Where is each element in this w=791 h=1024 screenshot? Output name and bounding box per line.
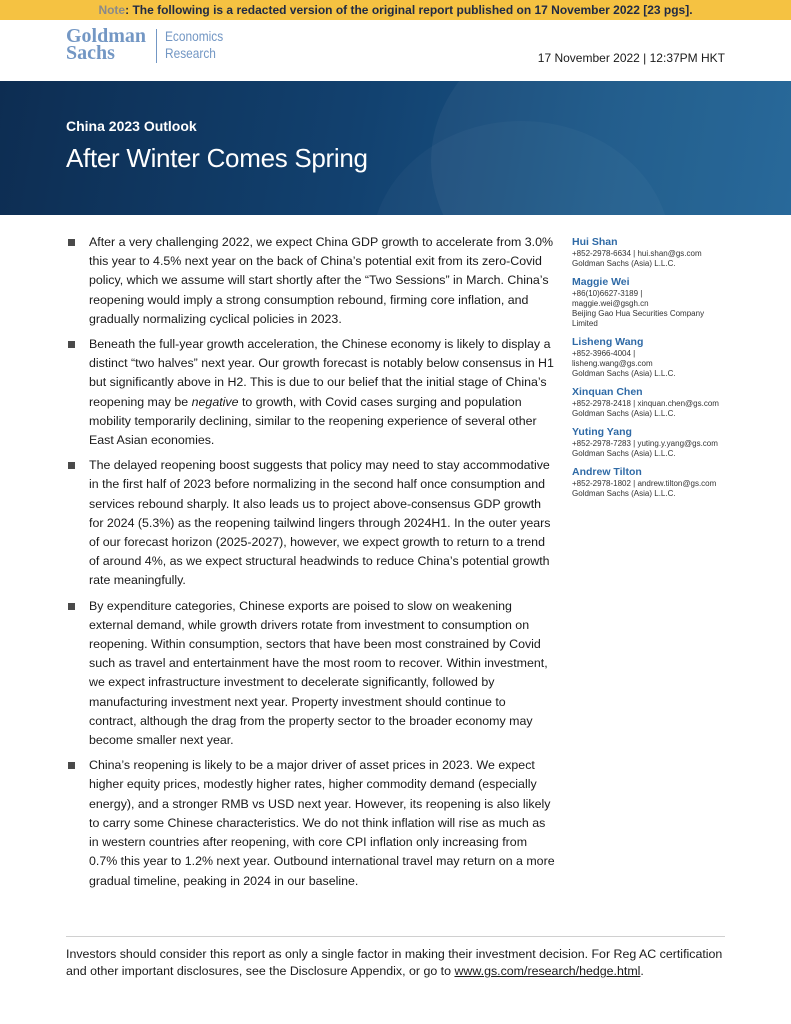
author-name[interactable]: Xinquan Chen bbox=[572, 386, 643, 398]
bullet-square-icon bbox=[68, 239, 75, 246]
author-firm: Goldman Sachs (Asia) L.L.C. bbox=[572, 369, 676, 378]
report-series: China 2023 Outlook bbox=[66, 118, 197, 134]
author-entry bbox=[572, 466, 742, 499]
logo-line-1: Goldman bbox=[66, 25, 147, 47]
bullet-text: Beneath the full-year growth acceleration, the Chinese economy is likely to display a distinct “two halves” next year. Our growth forecast is notably below consensus in H1 but significantly above in H2. This is due to our belief that the initial stage of China’s reopening may be bbox=[89, 337, 554, 409]
author-contact[interactable]: +852-2978-2418 | xinquan.chen@gs.com bbox=[572, 399, 719, 408]
division-line-1: Economics bbox=[165, 28, 224, 44]
bullet-item bbox=[66, 756, 556, 890]
disclosure-text: Investors should consider this report as only a single factor in making their investment decision. For Reg AC certification and other important disclosures, see the Disclosure Appendix, or go to bbox=[66, 947, 723, 978]
author-email[interactable]: lisheng.wang@gs.com bbox=[572, 359, 653, 368]
author-firm: Limited bbox=[572, 319, 598, 328]
author-contact[interactable]: +852-2978-7283 | yuting.y.yang@gs.com bbox=[572, 439, 718, 448]
author-name[interactable]: Hui Shan bbox=[572, 236, 618, 248]
bullet-item bbox=[66, 456, 556, 590]
report-title: After Winter Comes Spring bbox=[66, 143, 368, 173]
goldman-sachs-logo bbox=[66, 25, 234, 64]
bullet-text: After a very challenging 2022, we expect China GDP growth to accelerate from 3.0% this year to 4.5% next year on the back of China’s potential exit from its zero-Covid policy, which we assume will start shortly after the “Two Sessions” in March. China’s reopening would imply a strong consumption rebound, firming core inflation, and gradually normalizing cyclical policies in 2023. bbox=[89, 235, 553, 326]
bullet-text: to growth, with Covid cases surging and population mobility temporarily declining, similar to the reopening experience of several other East Asian economies. bbox=[89, 394, 537, 448]
bullet-text: The delayed reopening boost suggests that policy may need to stay accommodative in the first half of 2023 before normalizing in the second half once consumption and services rebound sharply. It also leads us to project above-consensus GDP growth for 2024 (5.3%) as the reopening tailwind lingers through 2024H1. In the outer years of our forecast horizon (2025-2027), however, we expect growth to return to a trend of around 4%, as we expect structural headwinds to reduce China’s potential growth rate meaningfully. bbox=[89, 458, 551, 588]
author-entry bbox=[572, 236, 742, 269]
bullet-emphasis: negative bbox=[191, 394, 239, 409]
author-name[interactable]: Lisheng Wang bbox=[572, 336, 644, 348]
author-email[interactable]: maggie.wei@gsgh.cn bbox=[572, 299, 649, 308]
author-contact[interactable]: +852-3966-4004 | bbox=[572, 349, 636, 358]
bullet-item bbox=[66, 597, 556, 751]
disclosure-end: . bbox=[640, 964, 644, 978]
bullet-square-icon bbox=[68, 603, 75, 610]
logo-wordmark bbox=[66, 25, 147, 64]
disclosure-footer bbox=[66, 946, 725, 980]
author-name[interactable]: Andrew Tilton bbox=[572, 466, 642, 478]
bullet-square-icon bbox=[68, 462, 75, 469]
author-entry bbox=[572, 386, 742, 419]
note-text: : The following is a redacted version of the original report published on 17 November 2022 [23 pgs]. bbox=[125, 3, 693, 17]
author-list bbox=[572, 236, 742, 506]
author-firm: Goldman Sachs (Asia) L.L.C. bbox=[572, 409, 676, 418]
author-firm: Goldman Sachs (Asia) L.L.C. bbox=[572, 259, 676, 268]
division-name bbox=[165, 28, 223, 62]
report-date: 17 November 2022 | 12:37PM HKT bbox=[537, 51, 725, 65]
author-entry bbox=[572, 336, 742, 379]
logo-divider bbox=[156, 29, 157, 63]
redaction-note-bar bbox=[0, 0, 791, 20]
author-name[interactable]: Maggie Wei bbox=[572, 276, 630, 288]
author-entry bbox=[572, 426, 742, 459]
bullet-item bbox=[66, 335, 556, 450]
author-contact[interactable]: +852-2978-1802 | andrew.tilton@gs.com bbox=[572, 479, 717, 488]
author-firm: Goldman Sachs (Asia) L.L.C. bbox=[572, 449, 676, 458]
author-contact[interactable]: +86(10)6627-3189 | bbox=[572, 289, 643, 298]
title-banner bbox=[0, 81, 791, 215]
bullet-square-icon bbox=[68, 341, 75, 348]
bullet-text: By expenditure categories, Chinese exports are poised to slow on weakening external demand, while growth drivers rotate from investment to consumption on reopening. Within consumption, sectors that have been most constrained by Covid such as travel and entertainment have the most room to recover. Within investment, we expect infrastructure investment to decelerate significantly, followed by manufacturing investment next year. Property investment should continue to contract, although the drag from the property sector to the broader economy may become smaller next year. bbox=[89, 598, 548, 748]
bullet-text: China’s reopening is likely to be a major driver of asset prices in 2023. We expect higher equity prices, modestly higher rates, higher commodity demand (especially energy), and a stronger RMB vs USD next year. However, its reopening is also likely to carry some Chinese characteristics. We do not think inflation will rise as much as in western countries after reopening, with core CPI inflation only increasing from 0.7% this year to 1.2% next year. Outbound international travel may return on a more gradual timeline, peaking in 2024 in our baseline. bbox=[89, 758, 555, 888]
author-firm: Beijing Gao Hua Securities Company bbox=[572, 309, 705, 318]
division-line-2: Research bbox=[165, 45, 216, 61]
author-entry bbox=[572, 276, 742, 329]
bullet-item bbox=[66, 233, 556, 329]
author-firm: Goldman Sachs (Asia) L.L.C. bbox=[572, 489, 676, 498]
footer-divider bbox=[66, 936, 725, 937]
author-name[interactable]: Yuting Yang bbox=[572, 426, 632, 438]
logo-line-2: Sachs bbox=[66, 42, 115, 64]
author-contact[interactable]: +852-2978-6634 | hui.shan@gs.com bbox=[572, 249, 702, 258]
disclosure-link[interactable]: www.gs.com/research/hedge.html bbox=[454, 964, 641, 978]
note-label: Note bbox=[98, 3, 126, 17]
bullet-square-icon bbox=[68, 762, 75, 769]
summary-bullets bbox=[66, 233, 556, 897]
